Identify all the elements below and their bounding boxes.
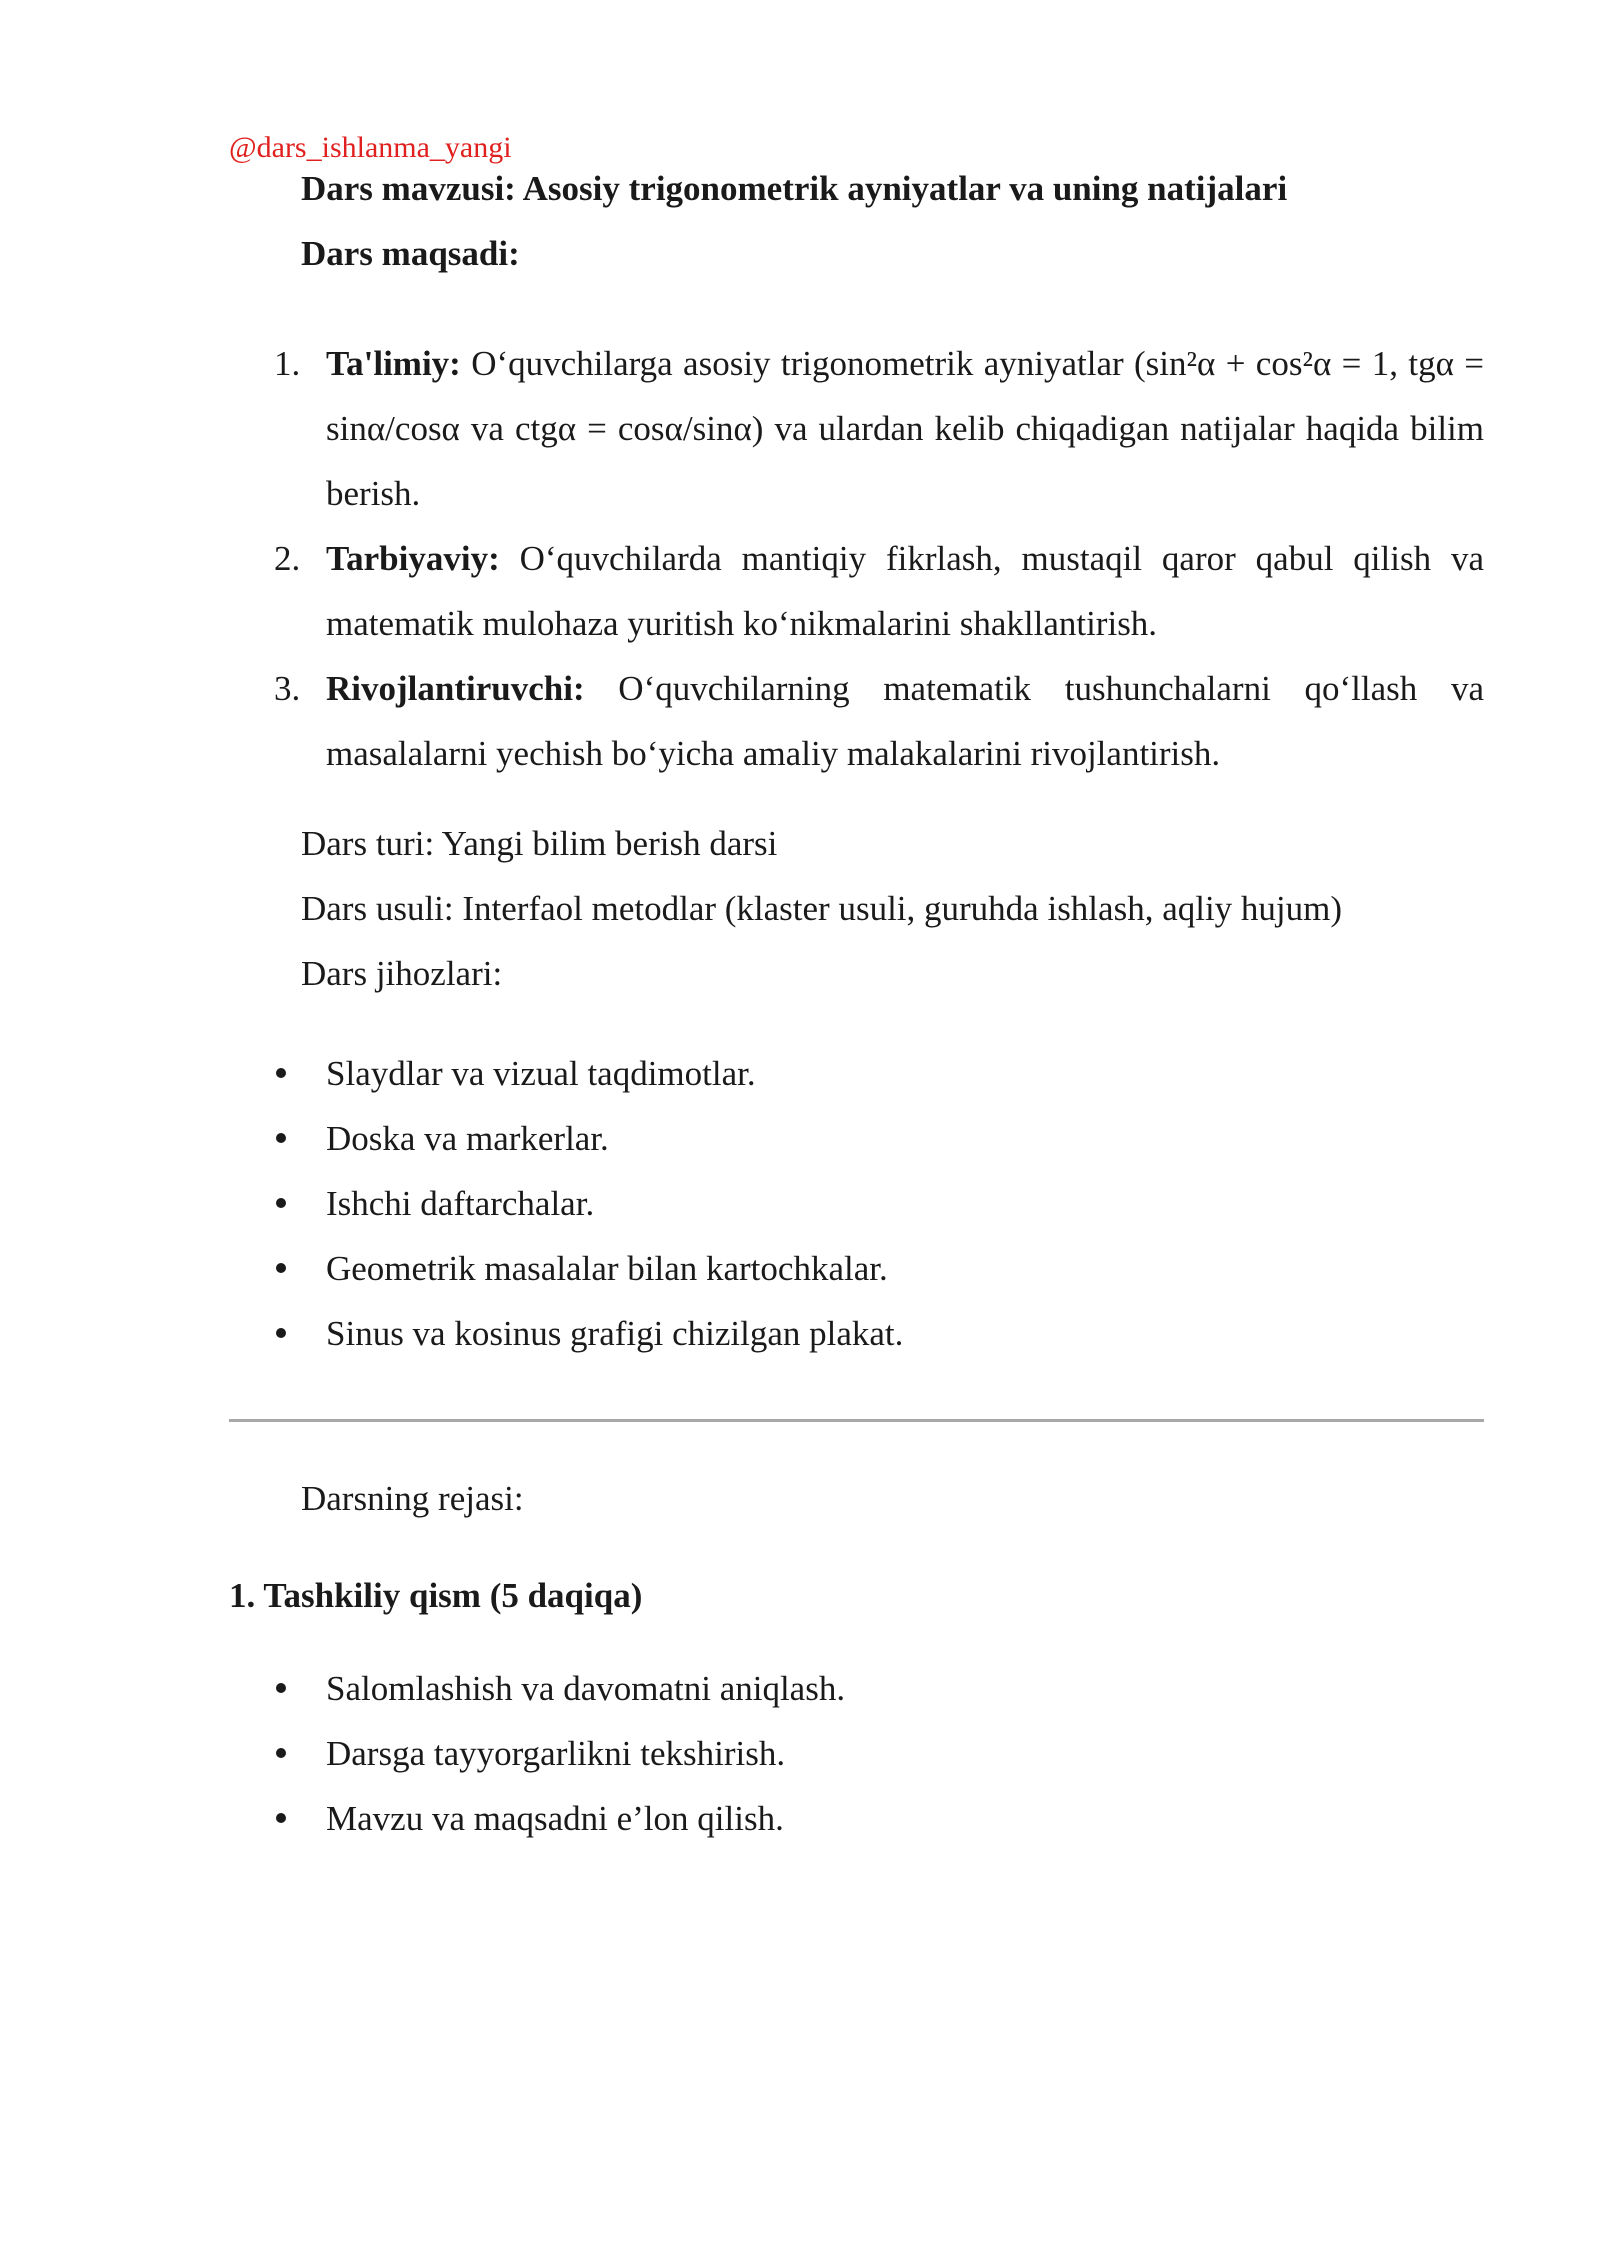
goal-text: O‘quvchilarda mantiqiy fikrlash, mustaqil qaror qabul qilish va matematik mulohaza yuritish ko‘nikmalarini shakllantirish. xyxy=(326,539,1484,643)
goal-item xyxy=(274,656,1484,786)
list-item xyxy=(274,1106,1484,1171)
equipment-list xyxy=(274,1041,1484,1366)
bullet-icon xyxy=(276,1068,286,1078)
list-item xyxy=(274,1041,1484,1106)
list-item-text: Sinus va kosinus grafigi chizilgan plakat. xyxy=(326,1314,904,1353)
goal-text: O‘quvchilarga asosiy trigonometrik ayniyatlar (sin²α + cos²α = 1, tgα = sinα/cosα va ctgα = cosα/sinα) va ulardan kelib chiqadigan natijalar haqida bilim berish. xyxy=(326,344,1484,513)
goal-term: Tarbiyaviy: xyxy=(326,539,500,578)
bullet-icon xyxy=(276,1328,286,1338)
equipment-heading: Dars jihozlari: xyxy=(301,954,503,993)
goals-list xyxy=(274,331,1484,786)
list-item xyxy=(274,1656,1484,1721)
bullet-icon xyxy=(276,1683,286,1693)
bullet-icon xyxy=(276,1133,286,1143)
goal-number: 3. xyxy=(274,669,301,708)
horizontal-divider xyxy=(229,1419,1484,1422)
goal-text: O‘quvchilarning matematik tushunchalarni qo‘llash va masalalarni yechish bo‘yicha amaliy malakalarini rivojlantirish. xyxy=(326,669,1484,773)
list-item xyxy=(274,1171,1484,1236)
list-item-text: Doska va markerlar. xyxy=(326,1119,609,1158)
goal-number: 1. xyxy=(274,344,301,383)
section-list xyxy=(274,1656,1484,1851)
lesson-method: Dars usuli: Interfaol metodlar (klaster usuli, guruhda ishlash, aqliy hujum) xyxy=(301,889,1343,928)
goal-item xyxy=(274,526,1484,656)
plan-heading: Darsning rejasi: xyxy=(301,1479,524,1518)
list-item-text: Geometrik masalalar bilan kartochkalar. xyxy=(326,1249,888,1288)
lesson-title: Dars mavzusi: Asosiy trigonometrik ayniyatlar va uning natijalari xyxy=(301,169,1288,208)
section-title: 1. Tashkiliy qism (5 daqiqa) xyxy=(229,1576,643,1615)
bullet-icon xyxy=(276,1198,286,1208)
list-item xyxy=(274,1301,1484,1366)
list-item-text: Slaydlar va vizual taqdimotlar. xyxy=(326,1054,756,1093)
list-item-text: Salomlashish va davomatni aniqlash. xyxy=(326,1669,846,1708)
lesson-type: Dars turi: Yangi bilim berish darsi xyxy=(301,824,778,863)
watermark-handle: @dars_ishlanma_yangi xyxy=(229,131,512,164)
goal-item xyxy=(274,331,1484,526)
list-item xyxy=(274,1786,1484,1851)
list-item xyxy=(274,1721,1484,1786)
goal-number: 2. xyxy=(274,539,301,578)
goal-term: Ta'limiy: xyxy=(326,344,461,383)
list-item-text: Ishchi daftarchalar. xyxy=(326,1184,595,1223)
list-item-text: Mavzu va maqsadni e’lon qilish. xyxy=(326,1799,784,1838)
bullet-icon xyxy=(276,1263,286,1273)
goal-term: Rivojlantiruvchi: xyxy=(326,669,585,708)
bullet-icon xyxy=(276,1748,286,1758)
goals-heading: Dars maqsadi: xyxy=(301,234,520,273)
bullet-icon xyxy=(276,1813,286,1823)
list-item xyxy=(274,1236,1484,1301)
list-item-text: Darsga tayyorgarlikni tekshirish. xyxy=(326,1734,786,1773)
